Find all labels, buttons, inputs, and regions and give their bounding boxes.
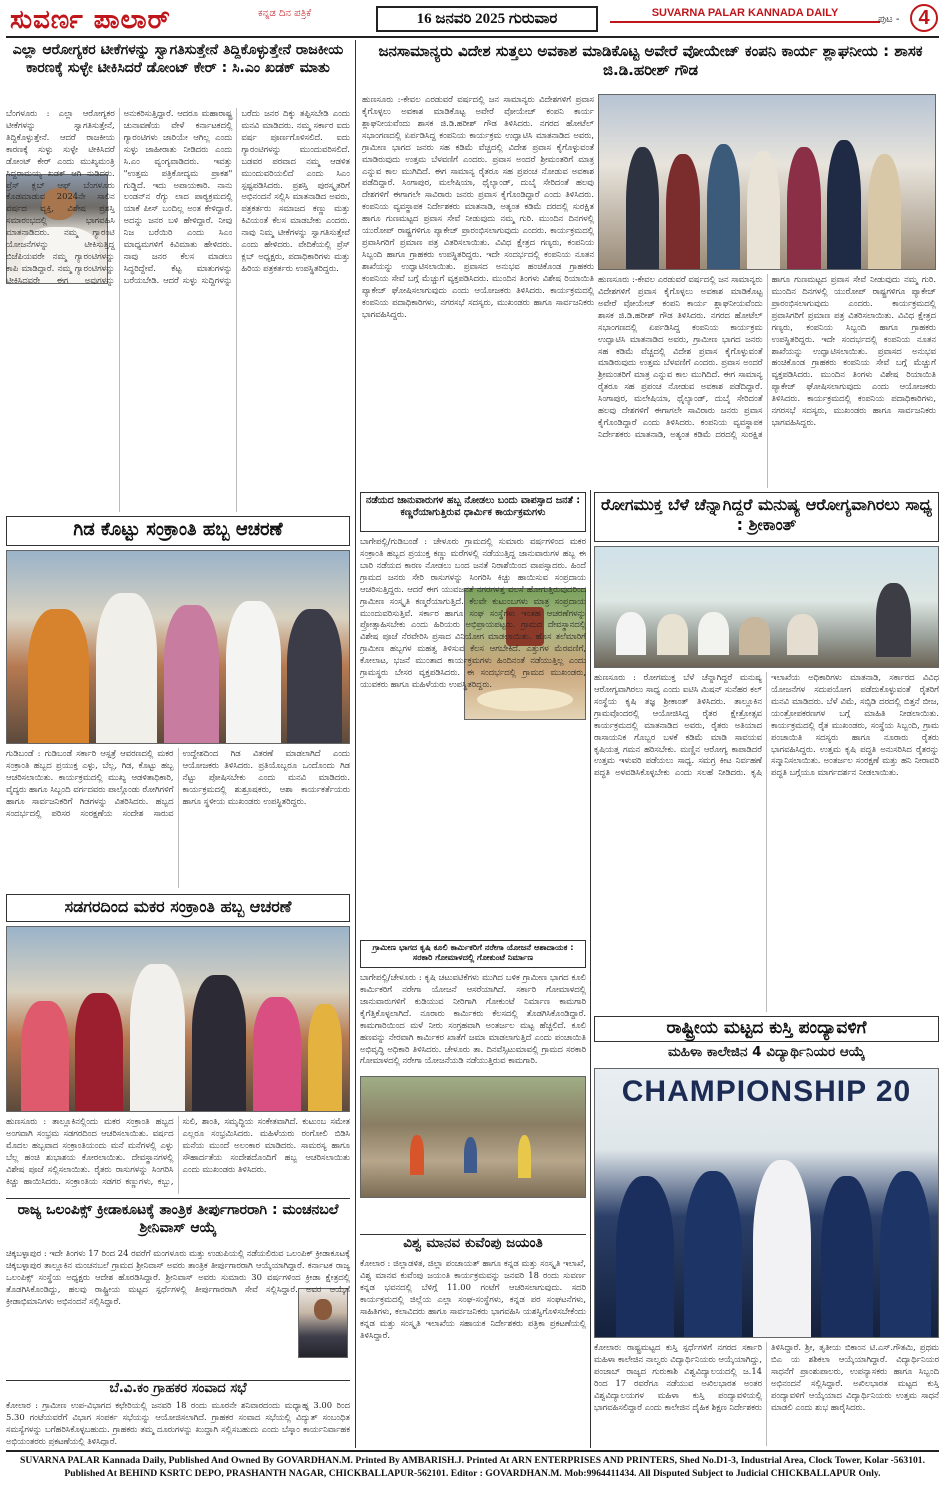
article-headline: ರೋಗಮುಕ್ತ ಬೆಳೆ ಚೆನ್ನಾಗಿದ್ದರೆ ಮನುಷ್ಯ ಆರೋಗ್ಯವಾಗಿರಲು ಸಾಧ್ಯ : ಶ್ರೀಕಾಂತ್ (594, 492, 939, 542)
newspaper-logo: ಸುವರ್ಣ ಪಾಲಾರ್ (10, 5, 171, 35)
imprint-line-2: Published At BEHIND KSRTC DEPO, PRASHANTH NAGAR, CHICKBALLAPUR-562101. Editor : GOVARDHAN.M. Mob:9964411434. All Disputed Subject to Judicial CHICKBALLAPUR Only. (64, 1467, 881, 1479)
voyage-event-photo (598, 94, 936, 270)
article-kuvempu (360, 1234, 586, 1446)
article-srikanth (594, 492, 939, 1012)
paper-name: SUVARNA PALAR KANNADA DAILY (610, 7, 880, 23)
masthead (6, 4, 939, 38)
article-headline: ಗ್ರಾಮೀಣ ಭಾಗದ ಕೃಷಿ ಕೂಲಿ ಕಾರ್ಮಿಕರಿಗೆ ನರೇಗಾ ಯೋಜನೆ ಆಶಾದಾಯಕ : ಸರಕಾರಿ ಗೋಮಾಳದಲ್ಲಿ ಗೋಕುಂಟೆ ನಿರ್ಮಾಣ (360, 940, 586, 968)
article-kusti (594, 1016, 939, 1446)
article-voyage (362, 42, 939, 488)
article-bescom (6, 1380, 350, 1446)
article-headline: ಗಿಡ ಕೊಟ್ಟು ಸಂಕ್ರಾಂತಿ ಹಬ್ಬ ಆಚರಣೆ (6, 516, 350, 546)
imprint-footer (6, 1450, 939, 1486)
imprint-line-1: SUVARNA PALAR Kannada Daily, Published And Owned By GOVARDHAN.M. Printed By AMBARISH.J. Printed At ARN ENTERPRISES AND PRINTERS, Shed No.D1-3, Industrial Area, Clock Tower, Kolar -563101. (20, 1455, 925, 1466)
article-body-continued: ಹುಣಸೂರು :-ಕೇವಲ ಎರಡುವರೆ ವರ್ಷದಲ್ಲಿ ಜನ ಸಾಮಾನ್ಯರು ವಿದೇಶಗಳಿಗೆ ಪ್ರವಾಸ ಕೈಗೊಳ್ಳಲು ಅವಕಾಶ ಮಾಡಿಕೊಟ್ಟ ಅವೇರೆ ವೋಯೇಜ್ ಕಂಪನಿ ಕಾರ್ಯ ಶ್ಲಾಘನೀಯವೆಂದು ಶಾಸಕ ಜಿ.ಡಿ.ಹರೀಶ್ ಗೌಡ ತಿಳಿಸಿದರು. ನಗರದ ಹೋಟೆಲ್ ಸಭಾಂಗಣದಲ್ಲಿ ಏರ್ಪಡಿಸಿದ್ದ ಕಂಪನಿಯ ಕಾರ್ಯಕ್ರಮ ಉದ್ಘಾಟಿಸಿ ಮಾತನಾಡಿದ ಅವರು, ಗ್ರಾಮೀಣ ಭಾಗದ ಜನರು ಸಹ ಕಡಿಮೆ ವೆಚ್ಚದಲ್ಲಿ ವಿದೇಶ ಪ್ರವಾಸ ಕೈಗೊಳ್ಳುವಂತೆ ಮಾಡಿರುವುದು ಉತ್ತಮ ಬೆಳವಣಿಗೆ ಎಂದರು. ಪ್ರವಾಸ ಅಂದರೆ ಶ್ರೀಮಂತರಿಗೆ ಮಾತ್ರ ಎನ್ನುವ ಕಾಲ ಮುಗಿದಿದೆ. ಈಗ ಸಾಮಾನ್ಯ ರೈತರೂ ಸಹ ಪ್ರಪಂಚ ನೋಡುವ ಅವಕಾಶ ಪಡೆದಿದ್ದಾರೆ. ಸಿಂಗಾಪುರ, ಮಲೇಷಿಯಾ, ಥೈಲ್ಯಾಂಡ್, ದುಬೈ ಸೇರಿದಂತೆ ಹಲವು ದೇಶಗಳಿಗೆ ಈಗಾಗಲೇ ಸಾವಿರಾರು ಜನರು ಪ್ರವಾಸ ಕೈಗೊಂಡಿದ್ದಾರೆ ಎಂದು ತಿಳಿಸಿದರು. ಕಂಪನಿಯ ವ್ಯವಸ್ಥಾಪಕ ನಿರ್ದೇಶಕರು ಮಾತನಾಡಿ, ಅತ್ಯಂತ ಕಡಿಮೆ ದರದಲ್ಲಿ ಸುರಕ್ಷಿತ ಹಾಗೂ ಗುಣಮಟ್ಟದ ಪ್ರವಾಸ ಸೇವೆ ನೀಡುವುದು ನಮ್ಮ ಗುರಿ. ಮುಂದಿನ ದಿನಗಳಲ್ಲಿ ಯುರೋಪ್ ರಾಷ್ಟ್ರಗಳಿಗೂ ಪ್ಯಾಕೇಜ್ ಪ್ರಾರಂಭಿಸಲಾಗುವುದು ಎಂದರು. ಕಾರ್ಯಕ್ರಮದಲ್ಲಿ ಪ್ರವಾಸಿಗರಿಗೆ ಪ್ರಮಾಣ ಪತ್ರ ವಿತರಿಸಲಾಯಿತು. ವಿವಿಧ ಕ್ಷೇತ್ರದ ಗಣ್ಯರು, ಕಂಪನಿಯ ಸಿಬ್ಬಂದಿ ಹಾಗೂ ಗ್ರಾಹಕರು ಉಪಸ್ಥಿತರಿದ್ದರು. ಇದೇ ಸಂದರ್ಭದಲ್ಲಿ ಕಂಪನಿಯ ನೂತನ ಶಾಖೆಯನ್ನು ಉದ್ಘಾಟಿಸಲಾಯಿತು. ಪ್ರವಾಸದ ಅನುಭವ ಹಂಚಿಕೊಂಡ ಗ್ರಾಹಕರು ಕಂಪನಿಯ ಸೇವೆ ಬಗ್ಗೆ ಮೆಚ್ಚುಗೆ ವ್ಯಕ್ತಪಡಿಸಿದರು. ಮುಂದಿನ ತಿಂಗಳು ವಿಶೇಷ ರಿಯಾಯಿತಿ ಪ್ಯಾಕೇಜ್ ಘೋಷಿಸಲಾಗುವುದು ಎಂದು ಆಯೋಜಕರು ತಿಳಿಸಿದರು. ಕಾರ್ಯಕ್ರಮದಲ್ಲಿ ಕಂಪನಿಯ ಪದಾಧಿಕಾರಿಗಳು, ನಗರಸಭೆ ಸದಸ್ಯರು, ಮುಖಂಡರು ಹಾಗೂ ಸಾರ್ವಜನಿಕರು ಭಾಗವಹಿಸಿದ್ದರು. (598, 274, 936, 439)
article-body: ಹುಣಸೂರು : ತಾಲ್ಲೂಕಿನಲ್ಲಿಂದು ಮಕರ ಸಂಕ್ರಾಂತಿ ಹಬ್ಬದ ಅಂಗವಾಗಿ ಸಂಭ್ರಮ ಸಡಗರದಿಂದ ಆಚರಿಸಲಾಯಿತು. ವರ್ಷದ ಮೊದಲ ಹಬ್ಬವಾದ ಸಂಕ್ರಾಂತಿಯಂದು ಮನೆ ಮನೆಗಳಲ್ಲಿ ಎಳ್ಳು ಬೆಲ್ಲ ಹಂಚಿ ಶುಭಾಶಯ ಕೋರಲಾಯಿತು. ದೇವಸ್ಥಾನಗಳಲ್ಲಿ ವಿಶೇಷ ಪೂಜೆ ಸಲ್ಲಿಸಲಾಯಿತು. ರೈತರು ರಾಸುಗಳನ್ನು ಸಿಂಗರಿಸಿ ಕಿಚ್ಚು ಹಾಯಿಸಿದರು. ಸಂಕ್ರಾಂತಿಯ ಸಡಗರ ಕಣ್ಣುಗಳು, ಕಬ್ಬು, ಸುಲಿ, ಶಾಂತಿ, ಸಮೃದ್ಧಿಯ ಸಂಕೇತವಾಗಿದೆ. ಕುಟುಂಬ ಸಮೇತ ಎಲ್ಲರೂ ಸಂಭ್ರಮಿಸಿದರು. ಮಹಿಳೆಯರು ರಂಗೋಲಿ ಬಿಡಿಸಿ ಮನೆಯ ಮುಂದೆ ಅಲಂಕಾರ ಮಾಡಿದರು. ಸಾಮರಸ್ಯ ಹಾಗೂ ಸೌಹಾರ್ದತೆಯ ಸಂದೇಶದೊಂದಿಗೆ ಹಬ್ಬ ಆಚರಿಸಲಾಯಿತು ಎಂದು ಮುಖಂಡರು ತಿಳಿಸಿದರು. (6, 1116, 350, 1186)
article-janapada (360, 492, 586, 932)
article-headline: ರಾಜ್ಯ ಒಲಂಪಿಕ್ಸ್ ಕ್ರೀಡಾಕೂಟಕ್ಕೆ ತಾಂತ್ರಿಕ ತೀರ್ಪುಗಾರರಾಗಿ : ಮಂಚನಬಲೆ ಶ್ರೀನಿವಾಸ್ ಆಯ್ಕೆ (6, 1198, 350, 1244)
championship-banner: CHAMPIONSHIP 20 (621, 1075, 912, 1108)
issue-date: 16 ಜನವರಿ 2025 ಗುರುವಾರ (376, 6, 598, 32)
page-label: ಪುಟ - (878, 14, 900, 25)
article-body: ಬಾಗೇಪಲ್ಲಿ/ಗುಡಿಬಂಡೆ : ಚೇಳೂರು ಗ್ರಾಮದಲ್ಲಿ ಸುಮಾರು ವರ್ಷಗಳಿಂದ ಮಕರ ಸಂಕ್ರಾಂತಿ ಹಬ್ಬದ ಪ್ರಯುಕ್ತ ಕಣ್ಣು ಮರೆಗಳಲ್ಲಿ ನಡೆಯುತ್ತಿದ್ದ ಜಾನುವಾರುಗಳ ಹಬ್ಬ ಈ ಬಾರಿ ನಡೆಯದ ಕಾರಣ ನೋಡಲು ಬಂದ ಜನತೆ ನಿರಾಶೆಯಿಂದ ವಾಪಸ್ಸಾದರು. ಹಿಂದೆ ಗ್ರಾಮದ ಜನರು ಸೇರಿ ರಾಸುಗಳನ್ನು ಸಿಂಗರಿಸಿ ಕಿಚ್ಚು ಹಾಯಿಸುವ ಸಂಪ್ರದಾಯ ಆಚರಿಸುತ್ತಿದ್ದರು. ಆದರೆ ಈಗ ಯುವಜನತೆ ನಗರಗಳತ್ತ ವಲಸೆ ಹೋಗುತ್ತಿರುವುದರಿಂದ ಗ್ರಾಮೀಣ ಸಂಸ್ಕೃತಿ ಕಣ್ಮರೆಯಾಗುತ್ತಿದೆ. ಕೆಲವೇ ಕುಟುಂಬಗಳು ಮಾತ್ರ ಸಂಪ್ರದಾಯ ಮುಂದುವರಿಸುತ್ತಿವೆ. ಸರ್ಕಾರ ಹಾಗೂ ಸಂಘ ಸಂಸ್ಥೆಗಳು ಇಂತಹ ಆಚರಣೆಗಳನ್ನು ಪ್ರೋತ್ಸಾಹಿಸಬೇಕು ಎಂದು ಹಿರಿಯರು ಅಭಿಪ್ರಾಯಪಟ್ಟರು. ಗ್ರಾಮದ ದೇವಸ್ಥಾನದಲ್ಲಿ ವಿಶೇಷ ಪೂಜೆ ನೆರವೇರಿಸಿ ಪ್ರಸಾದ ವಿನಿಯೋಗ ಮಾಡಲಾಯಿತು. ಹೊಸ ತಲೆಮಾರಿಗೆ ಗ್ರಾಮೀಣ ಹಬ್ಬಗಳ ಮಹತ್ವ ತಿಳಿಸುವ ಕೆಲಸ ಆಗಬೇಕಿದೆ. ಎತ್ತುಗಳ ಮೆರವಣಿಗೆ, ಕೋಲಾಟ, ಭಜನೆ ಮುಂತಾದ ಕಾರ್ಯಕ್ರಮಗಳು ಹಿಂದಿನಂತೆ ನಡೆಯುತ್ತಿಲ್ಲ ಎಂದು ಗ್ರಾಮಸ್ಥರು ಬೇಸರ ವ್ಯಕ್ತಪಡಿಸಿದರು. ಈ ಸಂದರ್ಭದಲ್ಲಿ ಗ್ರಾಮದ ಮುಖಂಡರು, ಯುವಕರು ಹಾಗೂ ಮಹಿಳೆಯರು ಉಪಸ್ಥಿತರಿದ್ದರು. (360, 536, 586, 690)
article-body: ಕೋಲಾರ : ಗ್ರಾಮೀಣ ಉಪ-ವಿಭಾಗದ ಕಛೇರಿಯಲ್ಲಿ ಜನವರಿ 18 ರಂದು ಮೂರನೇ ಶನಿವಾರದಂದು ಮಧ್ಯಾಹ್ನ 3.00 ರಿಂದ 5.30 ಗಂಟೆಯವರೆಗೆ ವಿಭಾಗ ಸಂಪರ್ಕ ಸಭೆಯನ್ನು ಆಯೋಜಿಸಲಾಗಿದೆ. ಗ್ರಾಹಕರ ಸಂವಾದ ಸಭೆಯಲ್ಲಿ ವಿದ್ಯುತ್ ಸಂಬಂಧಿತ ಸಮಸ್ಯೆಗಳನ್ನು ಬಗೆಹರಿಸಿಕೊಳ್ಳಬಹುದು. ಗ್ರಾಹಕರು ತಮ್ಮ ದೂರುಗಳನ್ನು ಖುದ್ದಾಗಿ ಸಲ್ಲಿಸಬಹುದು ಎಂದು ಬೆಸ್ಕಾಂ ಕಾರ್ಯನಿರ್ವಾಹಕ ಅಭಿಯಂತರರು ಪ್ರಕಟಣೆಯಲ್ಲಿ ತಿಳಿಸಿದ್ದಾರೆ. (6, 1400, 350, 1446)
article-body: ಕೋಲಾರ : ಜಿಲ್ಲಾಡಳಿತ, ಜಿಲ್ಲಾ ಪಂಚಾಯತ್ ಹಾಗೂ ಕನ್ನಡ ಮತ್ತು ಸಂಸ್ಕೃತಿ ಇಲಾಖೆ, ವಿಶ್ವ ಮಾನವ ಕುವೆಂಪು ಜಯಂತಿ ಕಾರ್ಯಕ್ರಮವನ್ನು ಜನವರಿ 18 ರಂದು ಸುವರ್ಣ ಕನ್ನಡ ಭವನದಲ್ಲಿ ಬೆಳಿಗ್ಗೆ 11.00 ಗಂಟೆಗೆ ಆಚರಿಸಲಾಗುವುದು. ಸದರಿ ಕಾರ್ಯಕ್ರಮದಲ್ಲಿ ಜಿಲ್ಲೆಯ ಎಲ್ಲಾ ಸಂಘ-ಸಂಸ್ಥೆಗಳು, ಕನ್ನಡ ಪರ ಸಂಘಟನೆಗಳು, ಸಾಹಿತಿಗಳು, ಕಲಾವಿದರು ಹಾಗೂ ಸಾರ್ವಜನಿಕರು ಭಾಗವಹಿಸಿ ಯಶಸ್ವಿಗೊಳಿಸಬೇಕೆಂದು ಕನ್ನಡ ಮತ್ತು ಸಂಸ್ಕೃತಿ ಇಲಾಖೆಯ ಸಹಾಯಕ ನಿರ್ದೇಶಕರು ಪತ್ರಿಕಾ ಪ್ರಕಟಣೆಯಲ್ಲಿ ತಿಳಿಸಿದ್ದಾರೆ. (360, 1258, 586, 1340)
article-sadagar (6, 894, 350, 1194)
article-body: ಬೆಂಗಳೂರು : ಎಲ್ಲಾ ಆರೋಗ್ಯಕರ ಟೀಕೆಗಳನ್ನು ಸ್ವಾಗತಿಸುತ್ತೇನೆ, ತಿದ್ದಿಕೊಳ್ಳುತ್ತೇನೆ. ಆದರೆ ರಾಜಕೀಯ ಕಾರಣಕ್ಕೆ ಸುಳ್ಳು ಸುಳ್ಳೇ ಟೀಕಿಸಿದರೆ ಡೋಂಟ್ ಕೇರ್ ಎಂದು ಮುಖ್ಯಮಂತ್ರಿ ಸಿದ್ದರಾಮಯ್ಯ ಖಡಕ್ ಆಗಿ ನುಡಿದರು. ಪ್ರೆಸ್ ಕ್ಲಬ್ ಆಫ್ ಬೆಂಗಳೂರು ಕೊಡಮಾಡುವ 2024ನೇ ಸಾಲಿನ ವರ್ಷದ ವ್ಯಕ್ತಿ, ವಿಶೇಷ ಪ್ರಶಸ್ತಿ ಸಮಾರಂಭದಲ್ಲಿ ಭಾಗವಹಿಸಿ ಮಾತನಾಡಿದರು. ನಮ್ಮ ಗ್ಯಾರಂಟಿ ಯೋಜನೆಗಳನ್ನು ಟೀಕಿಸುತ್ತಿದ್ದ ಬಿಜೆಪಿಯವರೇ ನಮ್ಮ ಗ್ಯಾರಂಟಿಗಳನ್ನು ಕಾಪಿ ಮಾಡಿದ್ದಾರೆ. ನಮ್ಮ ಗ್ಯಾರಂಟಿಗಳನ್ನು ಟೀಕಿಸಿದವರೇ ಈಗ ಅವುಗಳನ್ನು ಅನುಕರಿಸುತ್ತಿದ್ದಾರೆ. ಆದರೂ ಮಹಾರಾಷ್ಟ್ರ ಚುನಾವಣೆಯ ವೇಳೆ ಕರ್ನಾಟಕದಲ್ಲಿ ಗ್ಯಾರಂಟಿಗಳು ಜಾರಿಯೇ ಆಗಿಲ್ಲ ಎಂದು ಸುಳ್ಳು ಜಾಹೀರಾತು ನೀಡಿದರು ಎಂದು ಸಿ.ಎಂ ವ್ಯಂಗ್ಯವಾಡಿದರು. ಇವತ್ತು "ಉತ್ತಮ ಪತ್ರಿಕೋದ್ಯಮ ಪ್ರಾಕಶ" ಗುಡ್ಡಿದೆ. ಇದು ಅಪಾಯಕಾರಿ. ನಾನು ಲಂಡನ್‌ನ ರೆಗ್ಯು ಲಾದ ಪಾಠ್ಯಕ್ರಮದಲ್ಲಿ ಯಾಕೆ ಪೀಸ್ ಬಂದಿಲ್ಲ ಅಂತ ಕೇಳಿದ್ದಾರೆ. ಅದನ್ನು ಜನರ ಬಳಿ ಹೇಳಿದ್ದಾರೆ. ನೀವು ನಿಜ ಬರೆಯಿರಿ ಎಂದು ಸಿಎಂ ಮಾಧ್ಯಮಗಳಿಗೆ ಕಿವಿಮಾತು ಹೇಳಿದರು. ನಾವು ಜನರ ಕೆಲಸ ಮಾಡಲು ಸಿದ್ಧರಿದ್ದೇವೆ. ಕೆಟ್ಟ ಮಾತುಗಳನ್ನು ಬರೆಯಬೇಡಿ. ಆದರೆ ಸುಳ್ಳು ಸುದ್ದಿಗಳನ್ನು ಬರೆದು ಜನರ ದಿಕ್ಕು ತಪ್ಪಿಸಬೇಡಿ ಎಂದು ಮನವಿ ಮಾಡಿದರು. ನಮ್ಮ ಸರ್ಕಾರ ಐದು ವರ್ಷ ಪೂರ್ಣಗೊಳಿಸಲಿದೆ. ಐದು ಗ್ಯಾರಂಟಿಗಳನ್ನು ಮುಂದುವರಿಸಲಿದೆ. ಬಡವರ ಪರವಾದ ನಮ್ಮ ಆಡಳಿತ ಮುಂದುವರಿಯಲಿದೆ ಎಂದು ಸಿಎಂ ಸ್ಪಷ್ಟಪಡಿಸಿದರು. ಪ್ರಶಸ್ತಿ ಪುರಸ್ಕೃತರಿಗೆ ಅಭಿನಂದನೆ ಸಲ್ಲಿಸಿ ಮಾತನಾಡಿದ ಅವರು, ಪತ್ರಕರ್ತರು ಸಮಾಜದ ಕಣ್ಣು ಮತ್ತು ಕಿವಿಯಂತೆ ಕೆಲಸ ಮಾಡಬೇಕು ಎಂದರು. ನಾವು ನಿಮ್ಮ ಟೀಕೆಗಳನ್ನು ಸ್ವಾಗತಿಸುತ್ತೇವೆ ಎಂದು ಹೇಳಿದರು. ವೇದಿಕೆಯಲ್ಲಿ ಪ್ರೆಸ್ ಕ್ಲಬ್ ಅಧ್ಯಕ್ಷರು, ಪದಾಧಿಕಾರಿಗಳು ಮತ್ತು ಹಿರಿಯ ಪತ್ರಕರ್ತರು ಉಪಸ್ಥಿತರಿದ್ದರು. (6, 108, 350, 285)
article-headline: ಎಲ್ಲಾ ಆರೋಗ್ಯಕರ ಟೀಕೆಗಳನ್ನು ಸ್ವಾಗತಿಸುತ್ತೇನೆ ತಿದ್ದಿಕೊಳ್ಳುತ್ತೇನೆ ರಾಜಕೀಯ ಕಾರಣಕ್ಕೆ ಸುಳ್ಳೇ ಟೀಕಿಸಿದರೆ ಡೋಂಟ್ ಕೇರ್ : ಸಿ.ಎಂ ಖಡಕ್ ಮಾತು (12, 42, 344, 76)
article-body: ಬಾಗೇಪಲ್ಲಿ/ಚೇಳೂರು : ಕೃಷಿ ಚಟುವಟಿಕೆಗಳು ಮುಗಿದ ಬಳಿಕ ಗ್ರಾಮೀಣ ಭಾಗದ ಕೂಲಿ ಕಾರ್ಮಿಕರಿಗೆ ನರೇಗಾ ಯೋಜನೆ ಆಸರೆಯಾಗಿದೆ. ಸರ್ಕಾರಿ ಗೋಮಾಳದಲ್ಲಿ ಜಾನುವಾರುಗಳಿಗೆ ಕುಡಿಯುವ ನೀರಿಗಾಗಿ ಗೋಕುಂಟೆ ನಿರ್ಮಾಣ ಕಾಮಗಾರಿ ಕೈಗೆತ್ತಿಕೊಳ್ಳಲಾಗಿದೆ. ನೂರಾರು ಕಾರ್ಮಿಕರು ಕೆಲಸದಲ್ಲಿ ತೊಡಗಿಸಿಕೊಂಡಿದ್ದಾರೆ. ಕಾಮಗಾರಿಯಿಂದ ಮಳೆ ನೀರು ಸಂಗ್ರಹವಾಗಿ ಅಂತರ್ಜಲ ಮಟ್ಟ ಹೆಚ್ಚಲಿದೆ. ಕೂಲಿ ಹಣವನ್ನು ನೇರವಾಗಿ ಕಾರ್ಮಿಕರ ಖಾತೆಗೆ ಜಮಾ ಮಾಡಲಾಗುತ್ತಿದೆ ಎಂದು ಪಂಚಾಯಿತಿ ಅಭಿವೃದ್ಧಿ ಅಧಿಕಾರಿ ತಿಳಿಸಿದರು. ಚೇಳೂರು ತಾ. ದಿನವೆಸ್ಸಿಟುಮಾವಲ್ಲಿ ಗ್ರಾಮದ ಸರಕಾರಿ ಗೋಮಾಳದಲ್ಲಿ ನರೇಗಾ ಯೋಜನೆಯಡಿ ನಡೆಯುತ್ತಿರುವ ಕಾಮಗಾರಿ. (360, 972, 586, 1066)
article-headline: ಬೆ.ವಿ.ಕಂ ಗ್ರಾಹಕರ ಸಂವಾದ ಸಭೆ (6, 1380, 350, 1398)
article-headline: ವಿಶ್ವ ಮಾನವ ಕುವೆಂಪು ಜಯಂತಿ (360, 1234, 586, 1256)
article-body: ಚಿಕ್ಕಬಳ್ಳಾಪುರ : ಇದೇ ತಿಂಗಳು 17 ರಿಂದ 24 ರವರೆಗೆ ಮಂಗಳೂರು ಮತ್ತು ಉಡುಪಿಯಲ್ಲಿ ನಡೆಯಲಿರುವ ಒಲಂಪಿಕ್ ಕ್ರೀಡಾಕೂಟಕ್ಕೆ ಚಿಕ್ಕಬಳ್ಳಾಪುರ ತಾಲ್ಲೂಕಿನ ಮಂಚನಬಲೆ ಗ್ರಾಮದ ಶ್ರೀನಿವಾಸ್ ಅವರು ತಾಂತ್ರಿಕ ತೀರ್ಪುಗಾರರಾಗಿ ಆಯ್ಕೆಯಾಗಿದ್ದಾರೆ. ಕರ್ನಾಟಕ ರಾಜ್ಯ ಒಲಂಪಿಕ್ಸ್ ಸಂಸ್ಥೆಯ ಅಧ್ಯಕ್ಷರು ಆದೇಶ ಹೊರಡಿಸಿದ್ದಾರೆ. ಶ್ರೀನಿವಾಸ್ ಅವರು ಸುಮಾರು 30 ವರ್ಷಗಳಿಂದ ಕ್ರೀಡಾ ಕ್ಷೇತ್ರದಲ್ಲಿ ತೊಡಗಿಸಿಕೊಂಡಿದ್ದು, ಹಲವು ರಾಷ್ಟ್ರೀಯ ಮಟ್ಟದ ಸ್ಪರ್ಧೆಗಳಲ್ಲಿ ತೀರ್ಪುಗಾರರಾಗಿ ಸೇವೆ ಸಲ್ಲಿಸಿದ್ದಾರೆ. ಅವರ ಆಯ್ಕೆಗೆ ಕ್ರೀಡಾಭಿಮಾನಿಗಳು ಅಭಿನಂದನೆ ಸಲ್ಲಿಸಿದ್ದಾರೆ. (6, 1248, 350, 1306)
article-gida (6, 516, 350, 888)
article-body: ಕೋಲಾರ: ರಾಷ್ಟ್ರಮಟ್ಟದ ಕುಸ್ತಿ ಸ್ಪರ್ಧೆಗಳಿಗೆ ನಗರದ ಸರ್ಕಾರಿ ಮಹಿಳಾ ಕಾಲೇಜಿನ ನಾಲ್ವರು ವಿದ್ಯಾರ್ಥಿನಿಯರು ಆಯ್ಕೆಯಾಗಿದ್ದು, ಪಂಜಾಬ್ ರಾಜ್ಯದ ಗುರುಕಾಶಿ ವಿಶ್ವವಿದ್ಯಾಲಯದಲ್ಲಿ ಜ.14 ರಿಂದ 17 ರವರೆಗೂ ನಡೆಯುವ ಅಖಿಲಭಾರತ ಅಂತರ ವಿಶ್ವವಿದ್ಯಾಲಯಗಳ ಮಹಿಳಾ ಕುಸ್ತಿ ಪಂದ್ಯಾವಳಿಯಲ್ಲಿ ಭಾಗವಹಿಸಲಿದ್ದಾರೆ ಎಂದು ಕಾಲೇಜಿನ ದೈಹಿಕ ಶಿಕ್ಷಣ ನಿರ್ದೇಶಕರು ತಿಳಿಸಿದ್ದಾರೆ. ಶ್ರೀ, ತೃತೀಯ ಬಿಕಾಂನ ಟಿ.ಎಸ್.ಗೌತಮಿ, ಪ್ರಥಮ ಬಿಎ ಯ ಶಶಿಕಲಾ ಆಯ್ಕೆಯಾಗಿದ್ದಾರೆ. ವಿದ್ಯಾರ್ಥಿನಿಯರ ಸಾಧನೆಗೆ ಪ್ರಾಂಶುಪಾಲರು, ಉಪನ್ಯಾಸಕರು ಹಾಗೂ ಸಿಬ್ಬಂದಿ ಅಭಿನಂದನೆ ಸಲ್ಲಿಸಿದ್ದಾರೆ. ಅಖಿಲಭಾರತ ಮಟ್ಟದ ಕುಸ್ತಿ ಪಂದ್ಯಾವಳಿಗೆ ಆಯ್ಕೆಯಾದ ವಿದ್ಯಾರ್ಥಿನಿಯರು ಉತ್ತಮ ಸಾಧನೆ ಮಾಡಲಿ ಎಂದು ಶುಭ ಹಾರೈಸಿದರು. (594, 1342, 939, 1412)
page-number: 4 (910, 4, 938, 32)
sadagar-photo (6, 926, 350, 1112)
article-headline: ಜನಸಾಮಾನ್ಯರು ವಿದೇಶ ಸುತ್ತಲು ಅವಕಾಶ ಮಾಡಿಕೊಟ್ಟ ಅವೇರೆ ವೋಯೇಜ್ ಕಂಪನಿ ಕಾರ್ಯ ಶ್ಲಾಘನೀಯ : ಶಾಸಕ ಜಿ.ಡಿ.ಹರೀಶ್ ಗೌಡ (378, 42, 923, 79)
gida-photo (6, 550, 350, 744)
article-narega (360, 940, 586, 1230)
article-body: ಹುಣಸೂರು :-ಕೇವಲ ಎರಡುವರೆ ವರ್ಷದಲ್ಲಿ ಜನ ಸಾಮಾನ್ಯರು ವಿದೇಶಗಳಿಗೆ ಪ್ರವಾಸ ಕೈಗೊಳ್ಳಲು ಅವಕಾಶ ಮಾಡಿಕೊಟ್ಟ ಅವೇರೆ ವೋಯೇಜ್ ಕಂಪನಿ ಕಾರ್ಯ ಶ್ಲಾಘನೀಯವೆಂದು ಶಾಸಕ ಜಿ.ಡಿ.ಹರೀಶ್ ಗೌಡ ತಿಳಿಸಿದರು. ನಗರದ ಹೋಟೆಲ್ ಸಭಾಂಗಣದಲ್ಲಿ ಏರ್ಪಡಿಸಿದ್ದ ಕಂಪನಿಯ ಕಾರ್ಯಕ್ರಮ ಉದ್ಘಾಟಿಸಿ ಮಾತನಾಡಿದ ಅವರು, ಗ್ರಾಮೀಣ ಭಾಗದ ಜನರು ಸಹ ಕಡಿಮೆ ವೆಚ್ಚದಲ್ಲಿ ವಿದೇಶ ಪ್ರವಾಸ ಕೈಗೊಳ್ಳುವಂತೆ ಮಾಡಿರುವುದು ಉತ್ತಮ ಬೆಳವಣಿಗೆ ಎಂದರು. ಪ್ರವಾಸ ಅಂದರೆ ಶ್ರೀಮಂತರಿಗೆ ಮಾತ್ರ ಎನ್ನುವ ಕಾಲ ಮುಗಿದಿದೆ. ಈಗ ಸಾಮಾನ್ಯ ರೈತರೂ ಸಹ ಪ್ರಪಂಚ ನೋಡುವ ಅವಕಾಶ ಪಡೆದಿದ್ದಾರೆ. ಸಿಂಗಾಪುರ, ಮಲೇಷಿಯಾ, ಥೈಲ್ಯಾಂಡ್, ದುಬೈ ಸೇರಿದಂತೆ ಹಲವು ದೇಶಗಳಿಗೆ ಈಗಾಗಲೇ ಸಾವಿರಾರು ಜನರು ಪ್ರವಾಸ ಕೈಗೊಂಡಿದ್ದಾರೆ ಎಂದು ತಿಳಿಸಿದರು. ಕಂಪನಿಯ ವ್ಯವಸ್ಥಾಪಕ ನಿರ್ದೇಶಕರು ಮಾತನಾಡಿ, ಅತ್ಯಂತ ಕಡಿಮೆ ದರದಲ್ಲಿ ಸುರಕ್ಷಿತ ಹಾಗೂ ಗುಣಮಟ್ಟದ ಪ್ರವಾಸ ಸೇವೆ ನೀಡುವುದು ನಮ್ಮ ಗುರಿ. ಮುಂದಿನ ದಿನಗಳಲ್ಲಿ ಯುರೋಪ್ ರಾಷ್ಟ್ರಗಳಿಗೂ ಪ್ಯಾಕೇಜ್ ಪ್ರಾರಂಭಿಸಲಾಗುವುದು ಎಂದರು. ಕಾರ್ಯಕ್ರಮದಲ್ಲಿ ಪ್ರವಾಸಿಗರಿಗೆ ಪ್ರಮಾಣ ಪತ್ರ ವಿತರಿಸಲಾಯಿತು. ವಿವಿಧ ಕ್ಷೇತ್ರದ ಗಣ್ಯರು, ಕಂಪನಿಯ ಸಿಬ್ಬಂದಿ ಹಾಗೂ ಗ್ರಾಹಕರು ಉಪಸ್ಥಿತರಿದ್ದರು. ಇದೇ ಸಂದರ್ಭದಲ್ಲಿ ಕಂಪನಿಯ ನೂತನ ಶಾಖೆಯನ್ನು ಉದ್ಘಾಟಿಸಲಾಯಿತು. ಪ್ರವಾಸದ ಅನುಭವ ಹಂಚಿಕೊಂಡ ಗ್ರಾಹಕರು ಕಂಪನಿಯ ಸೇವೆ ಬಗ್ಗೆ ಮೆಚ್ಚುಗೆ ವ್ಯಕ್ತಪಡಿಸಿದರು. ಮುಂದಿನ ತಿಂಗಳು ವಿಶೇಷ ರಿಯಾಯಿತಿ ಪ್ಯಾಕೇಜ್ ಘೋಷಿಸಲಾಗುವುದು ಎಂದು ಆಯೋಜಕರು ತಿಳಿಸಿದರು. ಕಾರ್ಯಕ್ರಮದಲ್ಲಿ ಕಂಪನಿಯ ಪದಾಧಿಕಾರಿಗಳು, ನಗರಸಭೆ ಸದಸ್ಯರು, ಮುಖಂಡರು ಹಾಗೂ ಸಾರ್ವಜನಿಕರು ಭಾಗವಹಿಸಿದ್ದರು. (362, 94, 594, 319)
article-cm (6, 42, 350, 512)
article-headline: ನಡೆಯದ ಜಾನುವಾರುಗಳ ಹಬ್ಬ ನೋಡಲು ಬಂದು ವಾಪಸ್ಸಾದ ಜನತೆ : ಕಣ್ಣರೆಯಾಗುತ್ತಿರುವ ಧಾರ್ಮಿಕ ಕಾರ್ಯಕ್ರಮಗಳು (360, 492, 586, 532)
article-olympic (6, 1198, 350, 1378)
srikanth-event-photo (594, 546, 939, 668)
wrestlers-photo (594, 1068, 939, 1338)
article-headline: ಸಡಗರದಿಂದ ಮಕರ ಸಂಕ್ರಾಂತಿ ಹಬ್ಬ ಆಚರಣೆ (6, 894, 350, 922)
article-body: ಹುಣಸೂರು : ರೋಗಮುಕ್ತ ಬೆಳೆ ಚೆನ್ನಾಗಿದ್ದರೆ ಮನುಷ್ಯ ಆರೋಗ್ಯವಾಗಿರಲು ಸಾಧ್ಯ ಎಂದು ಐಟಿಸಿ ಮಿಷನ್ ಸುನೆಹರ ಕಲ್ ಸಂಸ್ಥೆಯ ಕೃಷಿ ತಜ್ಞ ಶ್ರೀಕಾಂತ್ ತಿಳಿಸಿದರು. ತಾಲ್ಲೂಕಿನ ಗ್ರಾಮವೊಂದರಲ್ಲಿ ಆಯೋಜಿಸಿದ್ದ ರೈತರ ಕ್ಷೇತ್ರೋತ್ಸವ ಕಾರ್ಯಕ್ರಮದಲ್ಲಿ ಮಾತನಾಡಿದ ಅವರು, ರೈತರು ಅತಿಯಾದ ರಾಸಾಯನಿಕ ಗೊಬ್ಬರ ಬಳಕೆ ಕಡಿಮೆ ಮಾಡಿ ಸಾವಯವ ಕೃಷಿಯತ್ತ ಗಮನ ಹರಿಸಬೇಕು. ಮಣ್ಣಿನ ಆರೋಗ್ಯ ಕಾಪಾಡಿದರೆ ಉತ್ತಮ ಇಳುವರಿ ಪಡೆಯಲು ಸಾಧ್ಯ. ಸಮಗ್ರ ಕೀಟ ನಿರ್ವಹಣೆ ಪದ್ಧತಿ ಅಳವಡಿಸಿಕೊಳ್ಳಬೇಕು ಎಂದು ಸಲಹೆ ನೀಡಿದರು. ಕೃಷಿ ಇಲಾಖೆಯ ಅಧಿಕಾರಿಗಳು ಮಾತನಾಡಿ, ಸರ್ಕಾರದ ವಿವಿಧ ಯೋಜನೆಗಳ ಸದುಪಯೋಗ ಪಡೆದುಕೊಳ್ಳುವಂತೆ ರೈತರಿಗೆ ಮನವಿ ಮಾಡಿದರು. ಬೆಳೆ ವಿಮೆ, ಸಬ್ಸಿಡಿ ದರದಲ್ಲಿ ಬಿತ್ತನೆ ಬೀಜ, ಯಂತ್ರೋಪಕರಣಗಳ ಬಗ್ಗೆ ಮಾಹಿತಿ ನೀಡಲಾಯಿತು. ಕಾರ್ಯಕ್ರಮದಲ್ಲಿ ರೈತ ಮುಖಂಡರು, ಸಂಸ್ಥೆಯ ಸಿಬ್ಬಂದಿ, ಗ್ರಾಮ ಪಂಚಾಯಿತಿ ಸದಸ್ಯರು ಹಾಗೂ ನೂರಾರು ರೈತರು ಭಾಗವಹಿಸಿದ್ದರು. ಉತ್ತಮ ಕೃಷಿ ಪದ್ಧತಿ ಅನುಸರಿಸಿದ ರೈತರನ್ನು ಸನ್ಮಾನಿಸಲಾಯಿತು. ಅಂತರ್ಜಲ ಸಂರಕ್ಷಣೆ ಮತ್ತು ಹನಿ ನೀರಾವರಿ ಪದ್ಧತಿ ಬಗ್ಗೆಯೂ ಮಾರ್ಗದರ್ಶನ ನೀಡಲಾಯಿತು. (594, 672, 939, 778)
article-subheadline: ಮಹಿಳಾ ಕಾಲೇಜಿನ 4 ವಿದ್ಯಾರ್ಥಿನಿಯರ ಆಯ್ಕೆ (667, 1044, 866, 1060)
logo-tagline: ಕನ್ನಡ ದಿನ ಪತ್ರಿಕೆ (258, 8, 312, 19)
article-headline: ರಾಷ್ಟ್ರೀಯ ಮಟ್ಟದ ಕುಸ್ತಿ ಪಂದ್ಯಾವಳಿಗೆ (594, 1016, 939, 1042)
column-rule (590, 490, 591, 1448)
column-rule (355, 40, 356, 1448)
article-body: ಗುಡಿಬಂಡೆ : ಗುಡಿಬಂಡೆ ಸರ್ಕಾರಿ ಆಸ್ಪತ್ರೆ ಆವರಣದಲ್ಲಿ ಮಕರ ಸಂಕ್ರಾಂತಿ ಹಬ್ಬದ ಪ್ರಯುಕ್ತ ಎಳ್ಳು, ಬೆಲ್ಲ, ಗಿಡ, ಕೊಟ್ಟು ಹಬ್ಬ ಆಚರಿಸಲಾಯಿತು. ಕಾರ್ಯಕ್ರಮದಲ್ಲಿ ಮುಖ್ಯ ಆಡಳಿತಾಧಿಕಾರಿ, ವೈದ್ಯರು ಹಾಗೂ ಸಿಬ್ಬಂದಿ ವರ್ಗದವರು ಪಾಲ್ಗೊಂಡು ರೋಗಿಗಳಿಗೆ ಹಾಗೂ ಸಾರ್ವಜನಿಕರಿಗೆ ಗಿಡಗಳನ್ನು ವಿತರಿಸಿದರು. ಹಬ್ಬದ ಸಂದರ್ಭದಲ್ಲಿ ಪರಿಸರ ಸಂರಕ್ಷಣೆಯ ಸಂದೇಶ ಸಾರುವ ಉದ್ದೇಶದಿಂದ ಗಿಡ ವಿತರಣೆ ಮಾಡಲಾಗಿದೆ ಎಂದು ಆಯೋಜಕರು ತಿಳಿಸಿದರು. ಪ್ರತಿಯೊಬ್ಬರೂ ಒಂದೊಂದು ಗಿಡ ನೆಟ್ಟು ಪೋಷಿಸಬೇಕು ಎಂದು ಮನವಿ ಮಾಡಿದರು. ಕಾರ್ಯಕ್ರಮದಲ್ಲಿ ಶುಶ್ರೂಷಕರು, ಆಶಾ ಕಾರ್ಯಕರ್ತೆಯರು ಹಾಗೂ ಸ್ಥಳೀಯ ಮುಖಂಡರು ಉಪಸ್ಥಿತರಿದ್ದರು. (6, 748, 350, 818)
